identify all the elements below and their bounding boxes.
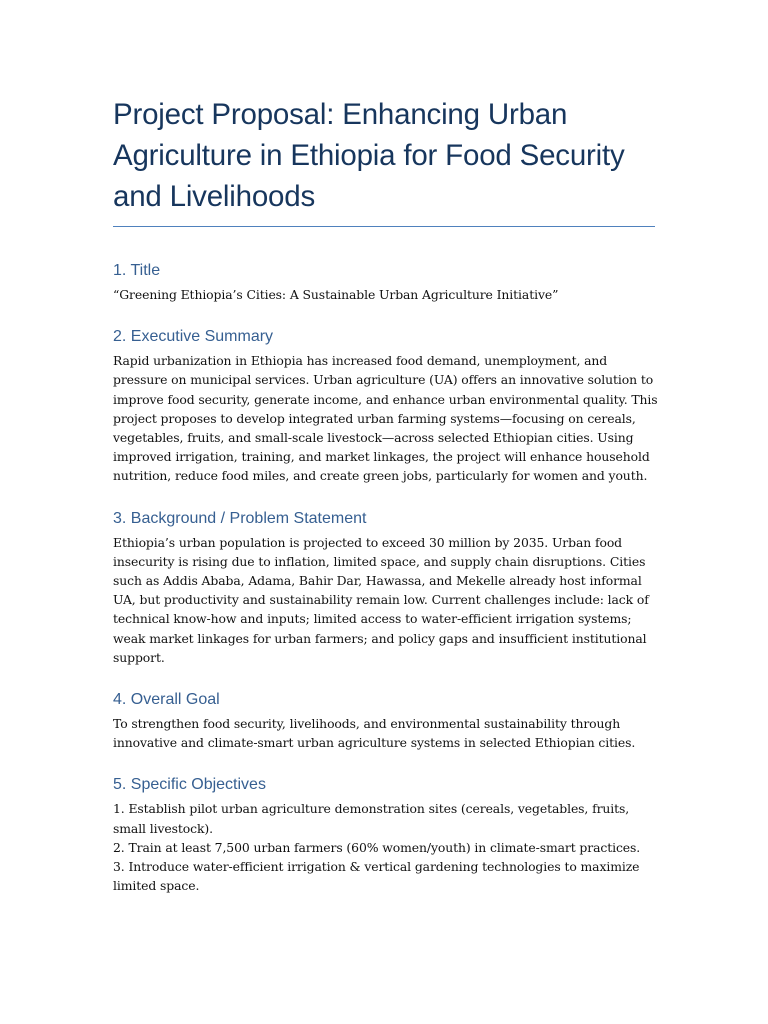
section-body: To strengthen food security, livelihoods, and environmental sustainability through innovative and climate-smart urban agriculture systems in selected Ethiopian cities. bbox=[113, 716, 636, 751]
section-heading: 4. Overall Goal bbox=[113, 691, 220, 709]
section-executive-summary bbox=[113, 327, 658, 485]
section-heading: 3. Background / Problem Statement bbox=[113, 509, 367, 527]
section-title bbox=[113, 261, 655, 304]
section-heading: 5. Specific Objectives bbox=[113, 776, 266, 794]
objectives-list bbox=[113, 799, 658, 895]
section-heading: 2. Executive Summary bbox=[113, 328, 274, 346]
section-overall-goal bbox=[113, 690, 655, 752]
section-body: Rapid urbanization in Ethiopia has increased food demand, unemployment, and pressure on municipal services. Urban agriculture (UA) offers an innovative solution to improve food security, generate income, and enhance urban environmental quality. This project proposes to develop integrated urban farming systems—focusing on cereals, vegetables, fruits, and small-scale livestock—across selected Ethiopian cities. Using improved irrigation, training, and market linkages, the project will enhance household nutrition, reduce food miles, and create green jobs, particularly for women and youth. bbox=[113, 353, 658, 484]
section-background bbox=[113, 509, 655, 667]
section-body: Ethiopia’s urban population is projected to exceed 30 million by 2035. Urban food insecurity is rising due to inflation, limited space, and supply chain disruptions. Cities such as Addis Ababa, Adama, Bahir Dar, Hawassa, and Mekelle already host informal UA, but productivity and sustainability remain low. Current challenges include: lack of technical know-how and inputs; limited access to water-efficient irrigation systems; weak market linkages for urban farmers; and policy gaps and insufficient institutional support. bbox=[113, 534, 649, 665]
list-item: 3. Introduce water-efficient irrigation & vertical gardening technologies to maximize limited space. bbox=[113, 859, 640, 894]
list-item: 1. Establish pilot urban agriculture demonstration sites (cereals, vegetables, fruits, small livestock). bbox=[113, 801, 630, 836]
section-specific-objectives bbox=[113, 775, 655, 895]
section-heading: 1. Title bbox=[113, 262, 161, 279]
list-item: 2. Train at least 7,500 urban farmers (60% women/youth) in climate-smart practices. bbox=[113, 839, 641, 855]
title-underline bbox=[113, 226, 655, 227]
document-title: Project Proposal: Enhancing Urban Agriculture in Ethiopia for Food Security and Livelihoods bbox=[113, 98, 625, 213]
section-body: “Greening Ethiopia’s Cities: A Sustainable Urban Agriculture Initiative” bbox=[113, 287, 559, 302]
